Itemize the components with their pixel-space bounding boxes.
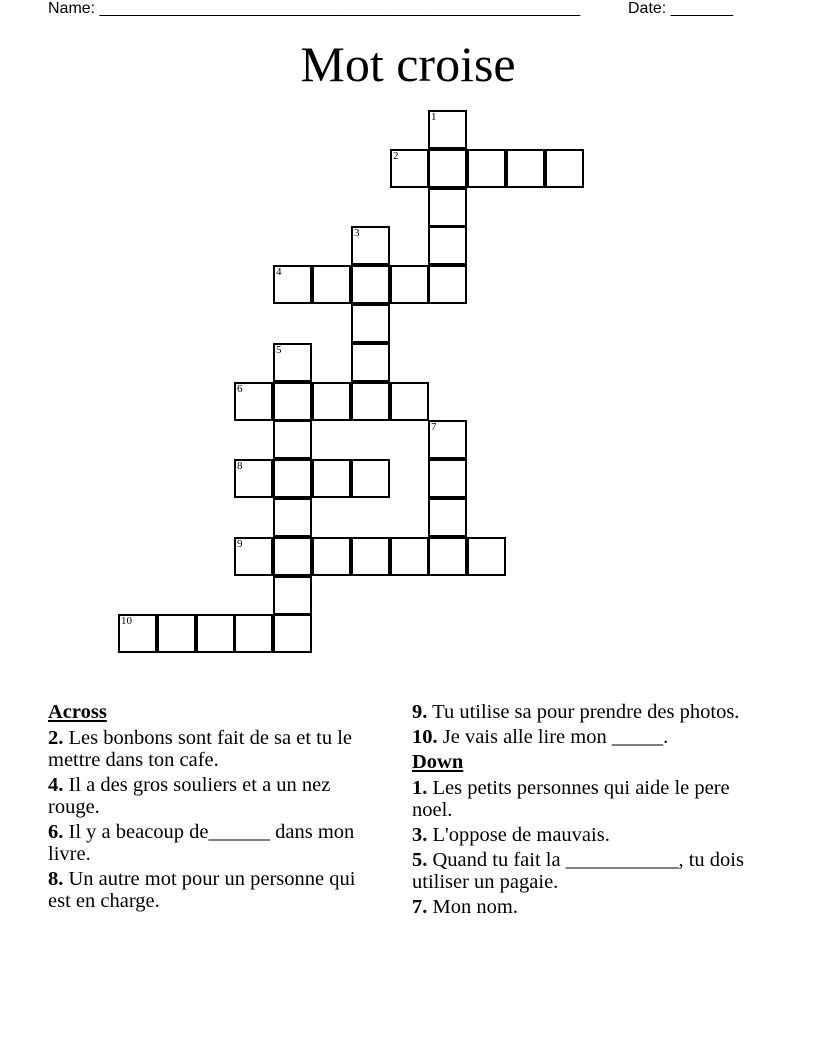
clue-text: Les bonbons sont fait de sa et tu le mettre dans ton cafe. <box>48 727 353 771</box>
crossword-cell[interactable] <box>312 382 351 421</box>
crossword-cell[interactable] <box>157 614 196 653</box>
clue-text: Je vais alle lire mon _____. <box>442 726 669 748</box>
cell-number: 2 <box>393 150 399 162</box>
across-clue <box>412 726 752 748</box>
clue-number: 3. <box>412 824 428 846</box>
crossword-cell[interactable] <box>351 459 390 498</box>
clue-text: Tu utilise sa pour prendre des photos. <box>432 701 740 723</box>
crossword-cell[interactable] <box>467 149 506 188</box>
crossword-cell[interactable] <box>118 614 157 653</box>
crossword-cell[interactable] <box>273 576 312 615</box>
crossword-cell[interactable] <box>390 265 429 304</box>
page-title: Mot croise <box>300 36 516 92</box>
clue-number: 6. <box>48 821 64 843</box>
crossword-cell[interactable] <box>467 537 506 576</box>
cell-number: 1 <box>431 111 437 123</box>
across-clue <box>48 821 378 865</box>
name-field-label: Name: ______________________________________________________ <box>48 0 581 17</box>
down-clue <box>412 896 752 918</box>
down-clue <box>412 824 752 846</box>
crossword-cell[interactable] <box>428 188 467 227</box>
crossword-cell[interactable] <box>234 382 273 421</box>
crossword-cell[interactable] <box>351 226 390 265</box>
cell-number: 5 <box>276 344 282 356</box>
down-clue <box>412 777 752 821</box>
crossword-cell[interactable] <box>273 614 312 653</box>
cell-number: 8 <box>237 460 243 472</box>
crossword-cell[interactable] <box>273 382 312 421</box>
date-field-label: Date: _______ <box>628 0 733 17</box>
clue-text: Il a des gros souliers et a un nez rouge. <box>48 774 331 818</box>
clues-left-column <box>48 701 378 915</box>
clue-number: 8. <box>48 868 64 890</box>
crossword-cell[interactable] <box>273 420 312 459</box>
clue-text: L'oppose de mauvais. <box>432 824 610 846</box>
crossword-cell[interactable] <box>428 149 467 188</box>
across-clue <box>48 868 378 912</box>
crossword-cell[interactable] <box>428 226 467 265</box>
crossword-cell[interactable] <box>312 459 351 498</box>
down-heading: Down <box>412 751 464 773</box>
cell-number: 6 <box>237 383 243 395</box>
clue-number: 2. <box>48 727 64 749</box>
crossword-cell[interactable] <box>273 498 312 537</box>
crossword-cell[interactable] <box>273 343 312 382</box>
crossword-cell[interactable] <box>273 459 312 498</box>
crossword-cell[interactable] <box>351 537 390 576</box>
across-heading: Across <box>48 701 107 723</box>
clue-number: 7. <box>412 896 428 918</box>
crossword-cell[interactable] <box>390 382 429 421</box>
crossword-cell[interactable] <box>196 614 235 653</box>
clue-number: 1. <box>412 777 428 799</box>
crossword-cell[interactable] <box>545 149 584 188</box>
across-clue <box>48 727 378 771</box>
crossword-cell[interactable] <box>273 537 312 576</box>
clue-number: 4. <box>48 774 64 796</box>
crossword-cell[interactable] <box>428 265 467 304</box>
down-clue <box>412 849 752 893</box>
cell-number: 3 <box>354 227 360 239</box>
clue-number: 9. <box>412 701 428 723</box>
clue-text: Les petits personnes qui aide le pere noel. <box>412 777 730 821</box>
crossword-cell[interactable] <box>234 614 273 653</box>
crossword-cell[interactable] <box>428 110 467 149</box>
cell-number: 4 <box>276 266 282 278</box>
clue-text: Un autre mot pour un personne qui est en charge. <box>48 868 356 912</box>
clue-number: 5. <box>412 849 428 871</box>
crossword-cell[interactable] <box>390 149 429 188</box>
crossword-cell[interactable] <box>428 537 467 576</box>
clues-right-column <box>412 701 752 921</box>
cell-number: 7 <box>431 421 437 433</box>
crossword-cell[interactable] <box>234 459 273 498</box>
crossword-cell[interactable] <box>351 304 390 343</box>
across-clue <box>412 701 752 723</box>
crossword-cell[interactable] <box>351 343 390 382</box>
crossword-cell[interactable] <box>273 265 312 304</box>
clue-text: Quand tu fait la ___________, tu dois utiliser un pagaie. <box>412 849 744 893</box>
crossword-cell[interactable] <box>506 149 545 188</box>
crossword-cell[interactable] <box>351 265 390 304</box>
crossword-cell[interactable] <box>312 265 351 304</box>
crossword-cell[interactable] <box>312 537 351 576</box>
crossword-cell[interactable] <box>390 537 429 576</box>
crossword-cell[interactable] <box>428 459 467 498</box>
across-clue <box>48 774 378 818</box>
clue-text: Mon nom. <box>432 896 518 918</box>
crossword-cell[interactable] <box>234 537 273 576</box>
cell-number: 9 <box>237 538 243 550</box>
clue-number: 10. <box>412 726 438 748</box>
cell-number: 10 <box>121 615 132 627</box>
crossword-cell[interactable] <box>428 420 467 459</box>
crossword-cell[interactable] <box>351 382 390 421</box>
clue-text: Il y a beacoup de______ dans mon livre. <box>48 821 355 865</box>
crossword-cell[interactable] <box>428 498 467 537</box>
